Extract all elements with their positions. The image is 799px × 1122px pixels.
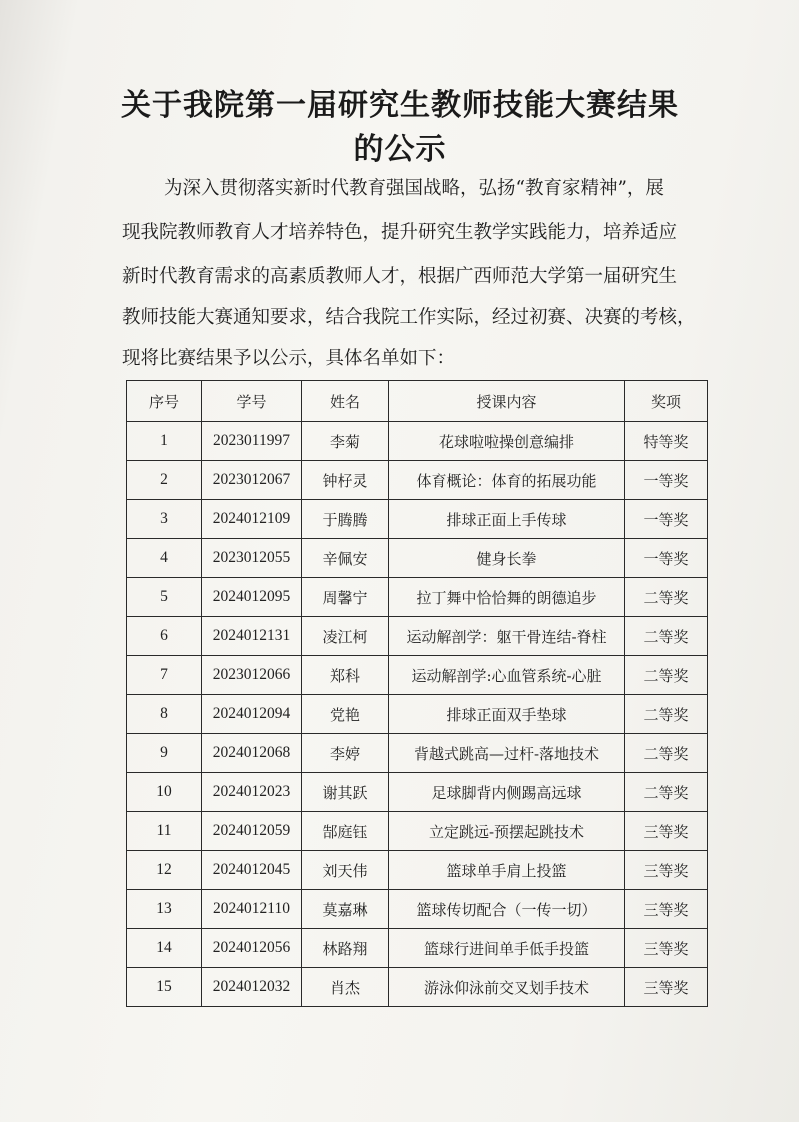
table-row	[127, 890, 708, 929]
cell-award: 二等奖	[625, 578, 708, 617]
cell-name: 周馨宁	[302, 578, 389, 617]
cell-student-id: 2024012068	[202, 734, 302, 773]
body-text-line-5: 现将比赛结果予以公示，具体名单如下：	[122, 348, 456, 369]
cell-name: 李菊	[302, 422, 389, 461]
cell-name: 辛佩安	[302, 539, 389, 578]
cell-index: 4	[127, 539, 202, 578]
cell-lesson-content: 篮球单手肩上投篮	[389, 851, 625, 890]
cell-award: 三等奖	[625, 929, 708, 968]
cell-award: 三等奖	[625, 812, 708, 851]
cell-index: 6	[127, 617, 202, 656]
cell-lesson-content: 拉丁舞中恰恰舞的朗德追步	[389, 578, 625, 617]
body-text-line-3: 新时代教育需求的高素质教师人才，根据广西师范大学第一届研究生	[122, 266, 678, 287]
cell-index: 13	[127, 890, 202, 929]
cell-index: 11	[127, 812, 202, 851]
cell-lesson-content: 排球正面双手垫球	[389, 695, 625, 734]
cell-index: 5	[127, 578, 202, 617]
cell-lesson-content: 花球啦啦操创意编排	[389, 422, 625, 461]
table-row	[127, 851, 708, 890]
cell-lesson-content: 足球脚背内侧踢高远球	[389, 773, 625, 812]
document-title-line-1: 关于我院第一届研究生教师技能大赛结果	[121, 88, 679, 123]
cell-award: 二等奖	[625, 734, 708, 773]
cell-index: 3	[127, 500, 202, 539]
cell-lesson-content: 运动解剖学:心血管系统-心脏	[389, 656, 625, 695]
table-row	[127, 422, 708, 461]
cell-student-id: 2024012056	[202, 929, 302, 968]
table-row	[127, 773, 708, 812]
cell-index: 7	[127, 656, 202, 695]
cell-student-id: 2024012109	[202, 500, 302, 539]
cell-award: 二等奖	[625, 617, 708, 656]
cell-name: 郜庭钰	[302, 812, 389, 851]
cell-lesson-content: 篮球传切配合（一传一切）	[389, 890, 625, 929]
cell-award: 特等奖	[625, 422, 708, 461]
cell-student-id: 2023012055	[202, 539, 302, 578]
table-row	[127, 812, 708, 851]
body-text-line-4: 教师技能大赛通知要求，结合我院工作实际，经过初赛、决赛的考核，	[122, 307, 696, 328]
cell-student-id: 2023012066	[202, 656, 302, 695]
cell-name: 钟杍灵	[302, 461, 389, 500]
cell-student-id: 2024012131	[202, 617, 302, 656]
cell-lesson-content: 背越式跳高—过杆-落地技术	[389, 734, 625, 773]
body-text-line-1: 为深入贯彻落实新时代教育强国战略，弘扬“教育家精神”，展	[164, 178, 664, 199]
cell-student-id: 2024012059	[202, 812, 302, 851]
cell-student-id: 2024012110	[202, 890, 302, 929]
cell-lesson-content: 排球正面上手传球	[389, 500, 625, 539]
cell-student-id: 2023011997	[202, 422, 302, 461]
cell-name: 郑科	[302, 656, 389, 695]
cell-lesson-content: 立定跳远-预摆起跳技术	[389, 812, 625, 851]
results-table	[126, 380, 708, 1007]
table-row	[127, 734, 708, 773]
cell-name: 李婷	[302, 734, 389, 773]
cell-index: 10	[127, 773, 202, 812]
cell-award: 二等奖	[625, 773, 708, 812]
header-award: 奖项	[625, 381, 708, 422]
table-row	[127, 695, 708, 734]
cell-student-id: 2024012045	[202, 851, 302, 890]
cell-name: 刘天伟	[302, 851, 389, 890]
table-row	[127, 929, 708, 968]
cell-index: 14	[127, 929, 202, 968]
cell-award: 一等奖	[625, 539, 708, 578]
cell-student-id: 2024012032	[202, 968, 302, 1007]
cell-student-id: 2024012095	[202, 578, 302, 617]
cell-name: 林路翔	[302, 929, 389, 968]
cell-lesson-content: 健身长拳	[389, 539, 625, 578]
cell-index: 1	[127, 422, 202, 461]
header-name: 姓名	[302, 381, 389, 422]
cell-lesson-content: 体育概论：体育的拓展功能	[389, 461, 625, 500]
table-row	[127, 461, 708, 500]
cell-name: 于腾腾	[302, 500, 389, 539]
table-row	[127, 539, 708, 578]
cell-award: 一等奖	[625, 500, 708, 539]
cell-award: 三等奖	[625, 890, 708, 929]
cell-student-id: 2023012067	[202, 461, 302, 500]
header-student-id: 学号	[202, 381, 302, 422]
cell-name: 凌江柯	[302, 617, 389, 656]
cell-name: 肖杰	[302, 968, 389, 1007]
table-row	[127, 578, 708, 617]
cell-index: 15	[127, 968, 202, 1007]
cell-award: 二等奖	[625, 656, 708, 695]
cell-student-id: 2024012023	[202, 773, 302, 812]
table-body	[127, 422, 708, 1007]
table-row	[127, 617, 708, 656]
cell-index: 8	[127, 695, 202, 734]
cell-lesson-content: 运动解剖学：躯干骨连结-脊柱	[389, 617, 625, 656]
header-lesson-content: 授课内容	[389, 381, 625, 422]
cell-index: 2	[127, 461, 202, 500]
cell-lesson-content: 篮球行进间单手低手投篮	[389, 929, 625, 968]
table-header-row	[127, 381, 708, 422]
body-text-line-2: 现我院教师教育人才培养特色，提升研究生教学实践能力，培养适应	[122, 222, 678, 243]
cell-index: 12	[127, 851, 202, 890]
cell-lesson-content: 游泳仰泳前交叉划手技术	[389, 968, 625, 1007]
table-row	[127, 500, 708, 539]
cell-name: 莫嘉琳	[302, 890, 389, 929]
cell-award: 三等奖	[625, 968, 708, 1007]
cell-award: 一等奖	[625, 461, 708, 500]
table-row	[127, 656, 708, 695]
cell-student-id: 2024012094	[202, 695, 302, 734]
cell-index: 9	[127, 734, 202, 773]
document-title-line-2: 的公示	[353, 132, 447, 167]
cell-award: 三等奖	[625, 851, 708, 890]
header-index: 序号	[127, 381, 202, 422]
cell-name: 谢其跃	[302, 773, 389, 812]
table-row	[127, 968, 708, 1007]
cell-award: 二等奖	[625, 695, 708, 734]
cell-name: 党艳	[302, 695, 389, 734]
